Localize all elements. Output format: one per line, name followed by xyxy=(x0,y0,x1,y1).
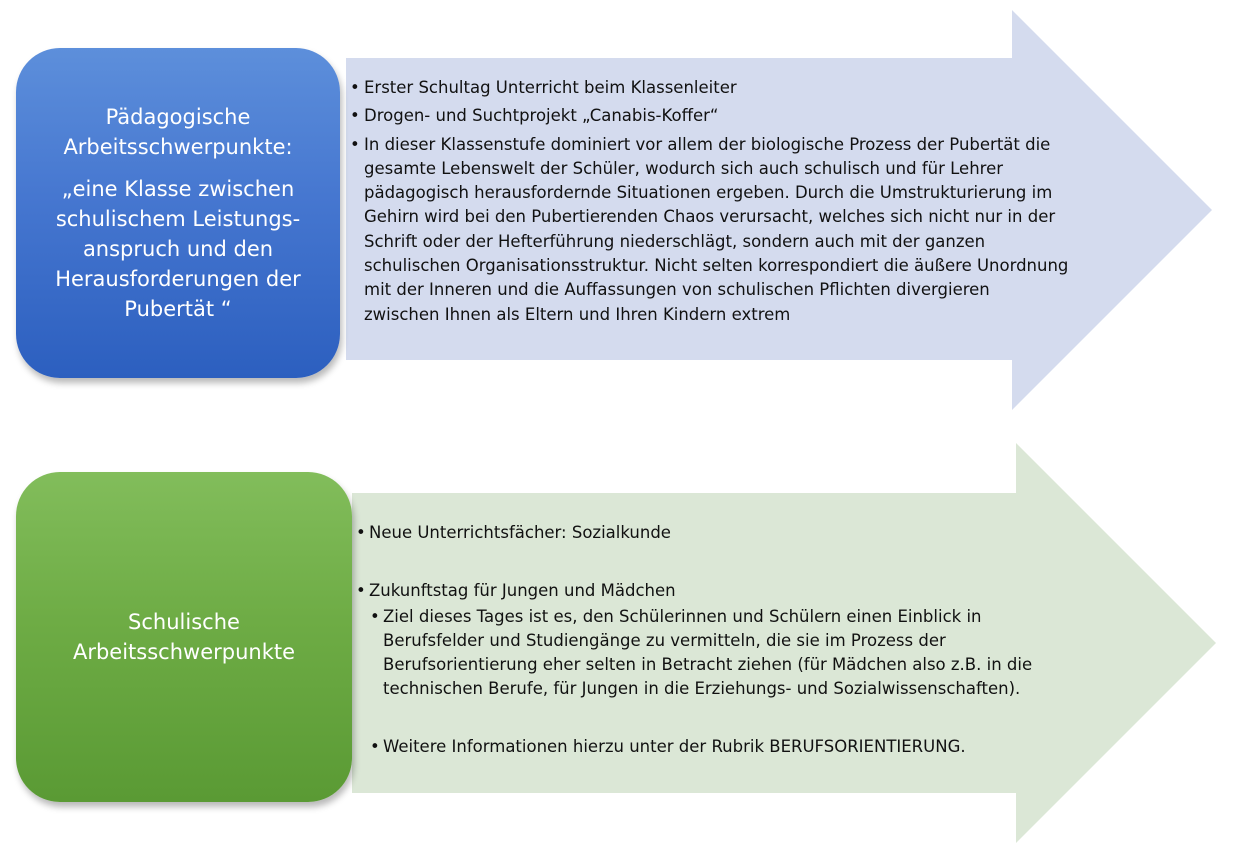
list-item: • Zukunftstag für Jungen und Mädchen xyxy=(356,579,1076,603)
pedagogical-subtitle-line: anspruch und den xyxy=(82,237,274,261)
pedagogical-subtitle-line: Herausforderungen der xyxy=(55,267,301,291)
pedagogical-focus-box xyxy=(16,48,340,378)
pedagogical-subtitle-line: „eine Klasse zwischen xyxy=(61,177,295,201)
school-title-line2: Arbeitsschwerpunkte xyxy=(72,640,296,664)
pedagogical-subtitle-line: Pubertät “ xyxy=(124,297,232,321)
school-title-line1: Schulische xyxy=(128,610,240,634)
sub-list-item: • Ziel dieses Tages ist es, den Schülerinnen und Schülern einen Einblick in Berufsfelder und Studiengänge zu vermitteln, die sie im Prozess der Berufsorientierung eher selten in Betracht ziehen (für Mädchen also z.B. in die technischen Berufe, für Jungen in die Erziehungs- und Sozialwissenschaften). xyxy=(370,605,1076,701)
pedagogical-title-line2: Arbeitsschwerpunkte: xyxy=(63,135,293,159)
list-item: • Erster Schultag Unterricht beim Klassenleiter xyxy=(350,76,1070,100)
pedagogical-item-list xyxy=(350,76,1070,331)
list-item: • In dieser Klassenstufe dominiert vor allem der biologische Prozess der Pubertät die gesamte Lebenswelt der Schüler, wodurch sich auch schulisch und für Lehrer pädagogisch herausfordernde Situationen ergeben. Durch die Umstrukturierung im Gehirn wird bei den Pubertierenden Chaos verursacht, welches sich nicht nur in der Schrift oder der Hefterführung niederschlägt, sondern auch mit der ganzen schulischen Organisationsstruktur. Nicht selten korrespondiert die äußere Unordnung mit der Inneren und die Auffassungen von schulischen Pflichten divergieren zwischen Ihnen als Eltern und Ihren Kindern extrem xyxy=(350,133,1070,327)
list-item: • Neue Unterrichtsfächer: Sozialkunde xyxy=(356,521,1076,545)
school-item-list xyxy=(356,521,1076,759)
pedagogical-subtitle-line: schulischem Leistungs- xyxy=(55,207,301,231)
pedagogical-title-line1: Pädagogische xyxy=(105,105,251,129)
sub-list-item: • Weitere Informationen hierzu unter der Rubrik BERUFSORIENTIERUNG. xyxy=(370,735,1076,759)
school-focus-box xyxy=(16,472,352,802)
list-item: • Drogen- und Suchtprojekt „Canabis-Koffer“ xyxy=(350,104,1070,128)
